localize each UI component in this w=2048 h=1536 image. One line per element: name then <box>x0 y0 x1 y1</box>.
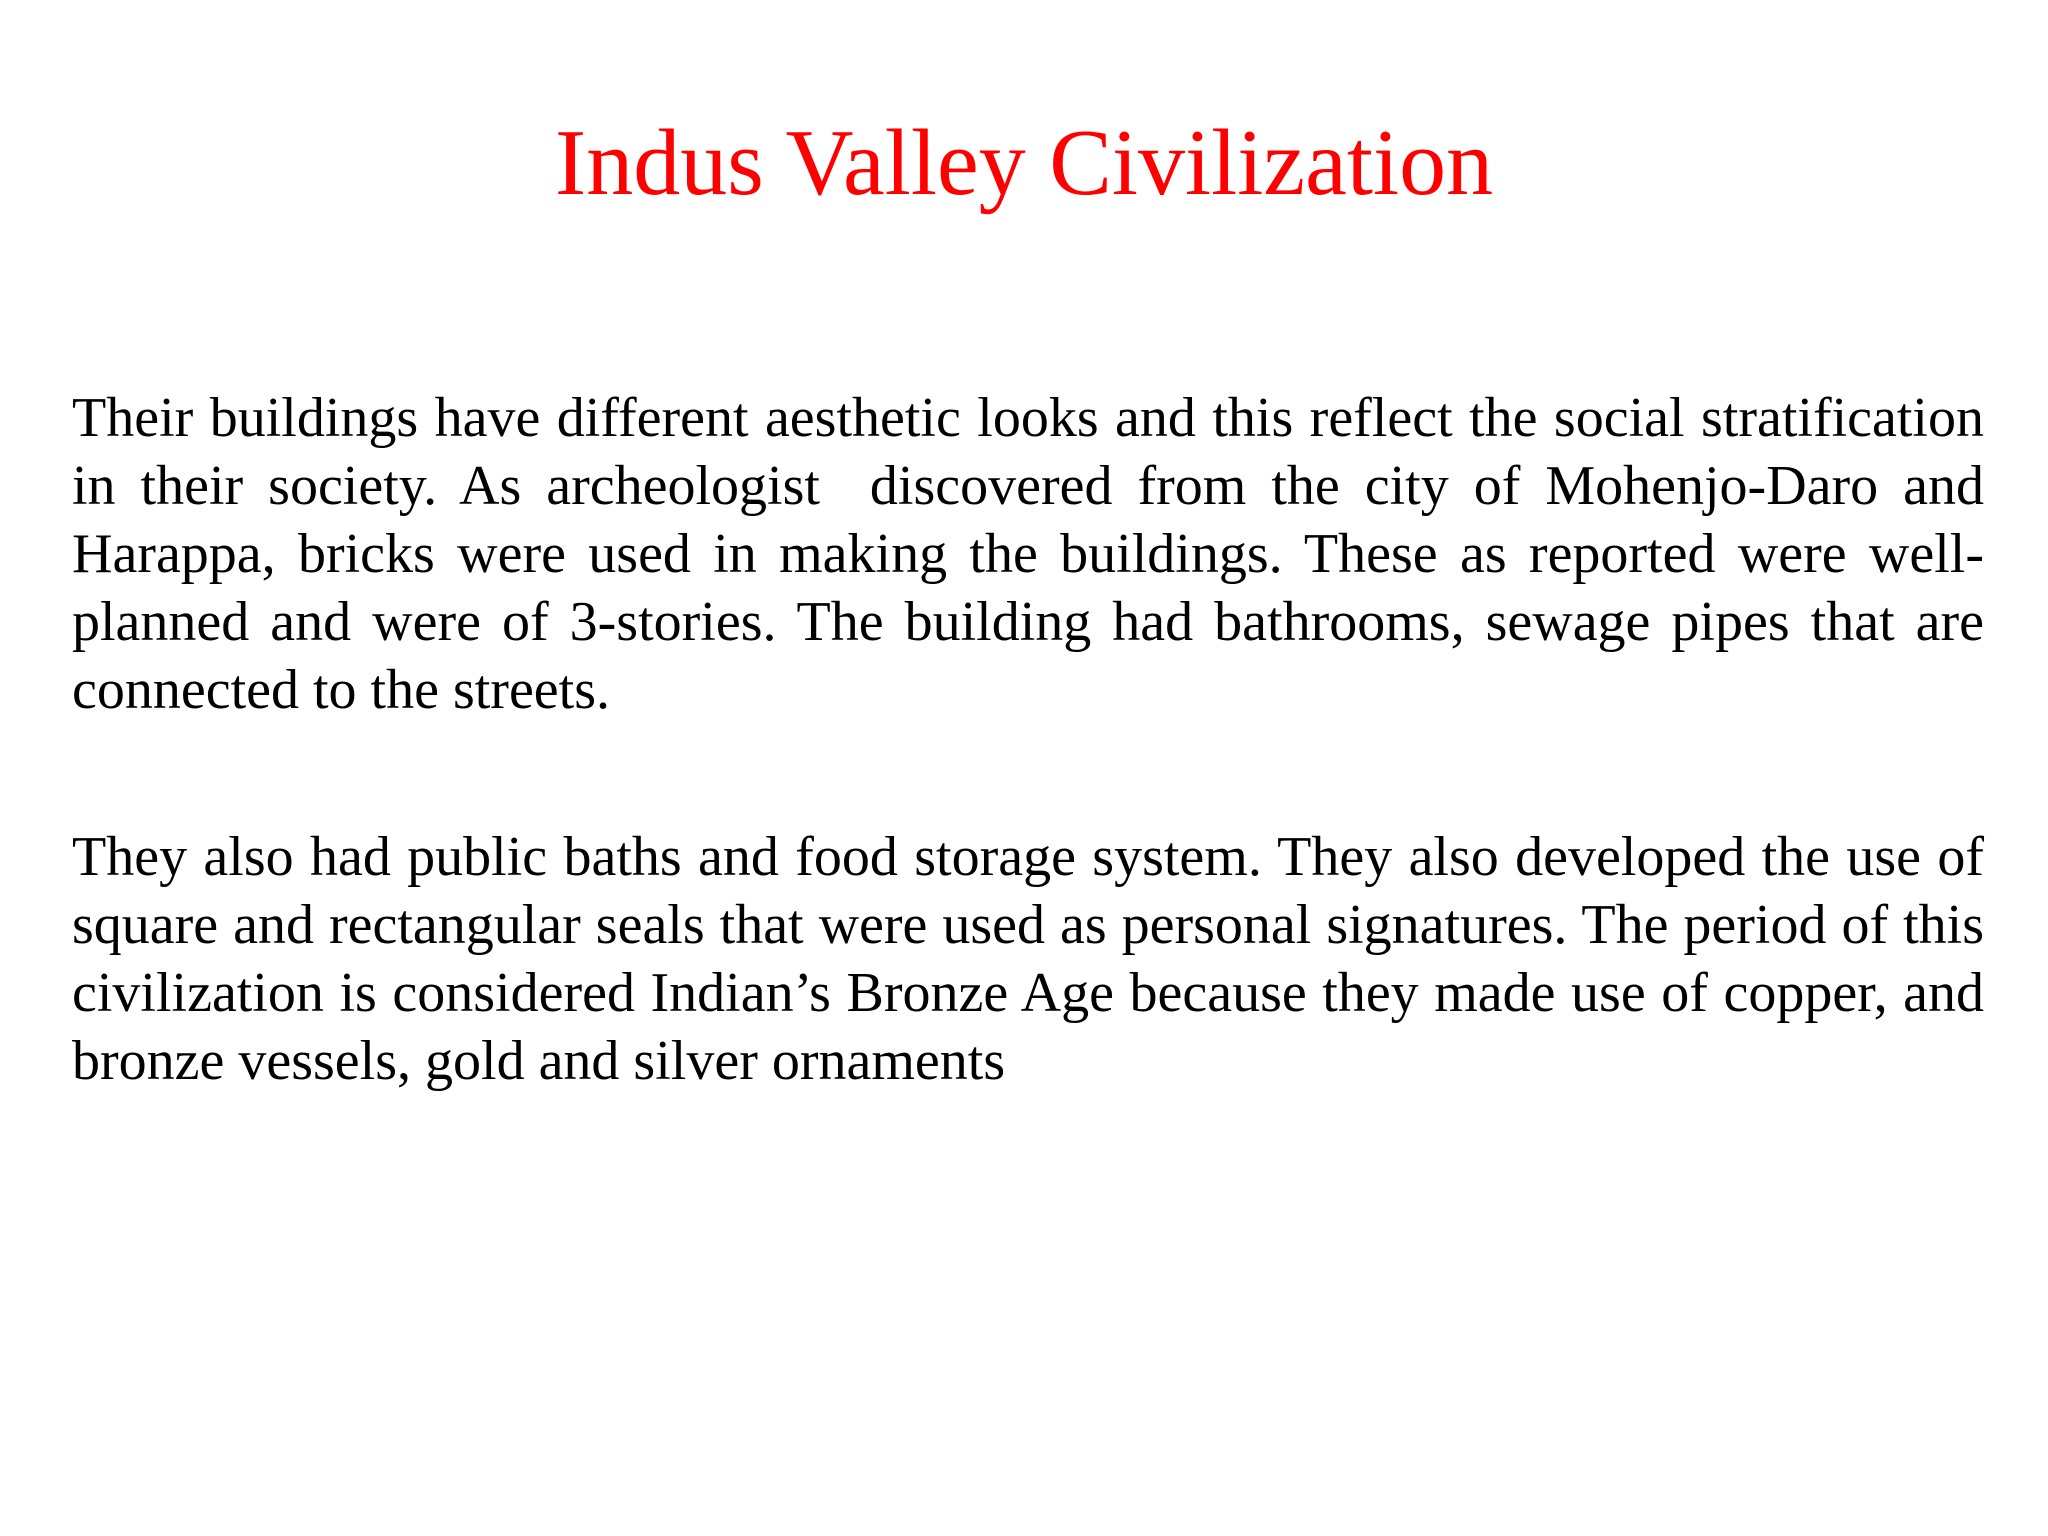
body-paragraph-buildings: Their buildings have different aesthetic looks and this reflect the social stratification in their society. As archeologist discovered from the city of Mohenjo-Daro and Harappa, bricks were used in making the buildings. These as reported were well-planned and were of 3-stories. The building had bathrooms, sewage pipes that are connected to the streets. <box>72 387 1998 721</box>
slide-title: Indus Valley Civilization <box>554 111 1494 215</box>
body-paragraph-public-baths: They also had public baths and food storage system. They also developed the use of square and rectangular seals that were used as personal signatures. The period of this civilization is considered Indian’s Bronze Age because they made use of copper, and bronze vessels, gold and silver ornaments <box>72 826 1998 1092</box>
